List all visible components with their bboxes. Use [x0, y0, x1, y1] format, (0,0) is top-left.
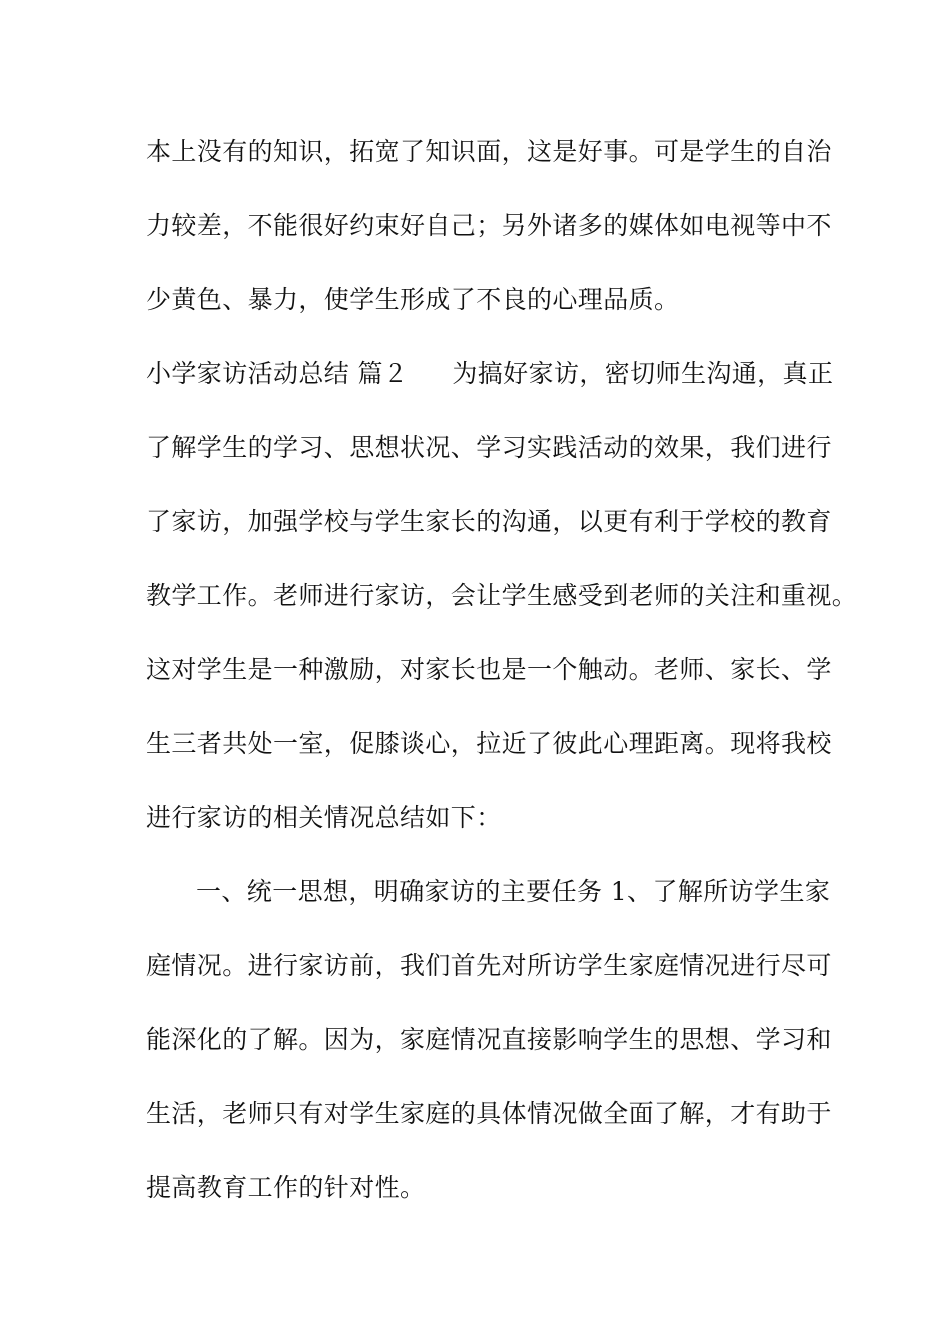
text-line: 提高教育工作的针对性。	[146, 1173, 426, 1202]
text-line-continuation: 为搞好家访，密切师生沟通，真正	[452, 359, 834, 388]
text-line: 这对学生是一种激励，对家长也是一个触动。老师、家长、学	[146, 655, 832, 684]
text-line: 庭情况。进行家访前，我们首先对所访学生家庭情况进行尽可	[146, 951, 832, 980]
text-line: 能深化的了解。因为，家庭情况直接影响学生的思想、学习和	[146, 1025, 832, 1054]
text-line: 本上没有的知识，拓宽了知识面，这是好事。可是学生的自治	[146, 137, 832, 166]
text-line: 了解学生的学习、思想状况、学习实践活动的效果，我们进行	[146, 433, 832, 462]
text-line: 力较差，不能很好约束好自己；另外诸多的媒体如电视等中不	[146, 211, 832, 240]
text-line: 进行家访的相关情况总结如下：	[146, 803, 502, 832]
section-heading-line	[146, 359, 833, 389]
text-line: 少黄色、暴力，使学生形成了不良的心理品质。	[146, 285, 680, 314]
text-line: 教学工作。老师进行家访，会让学生感受到老师的关注和重视。	[146, 581, 858, 610]
text-line: 生活，老师只有对学生家庭的具体情况做全面了解，才有助于	[146, 1099, 832, 1128]
text-line: 生三者共处一室，促膝谈心，拉近了彼此心理距离。现将我校	[146, 729, 832, 758]
text-line-indented: 一、统一思想，明确家访的主要任务 1、了解所访学生家	[196, 877, 831, 906]
section-heading: 小学家访活动总结 篇２	[146, 359, 409, 388]
text-line: 了家访，加强学校与学生家长的沟通，以更有利于学校的教育	[146, 507, 832, 536]
